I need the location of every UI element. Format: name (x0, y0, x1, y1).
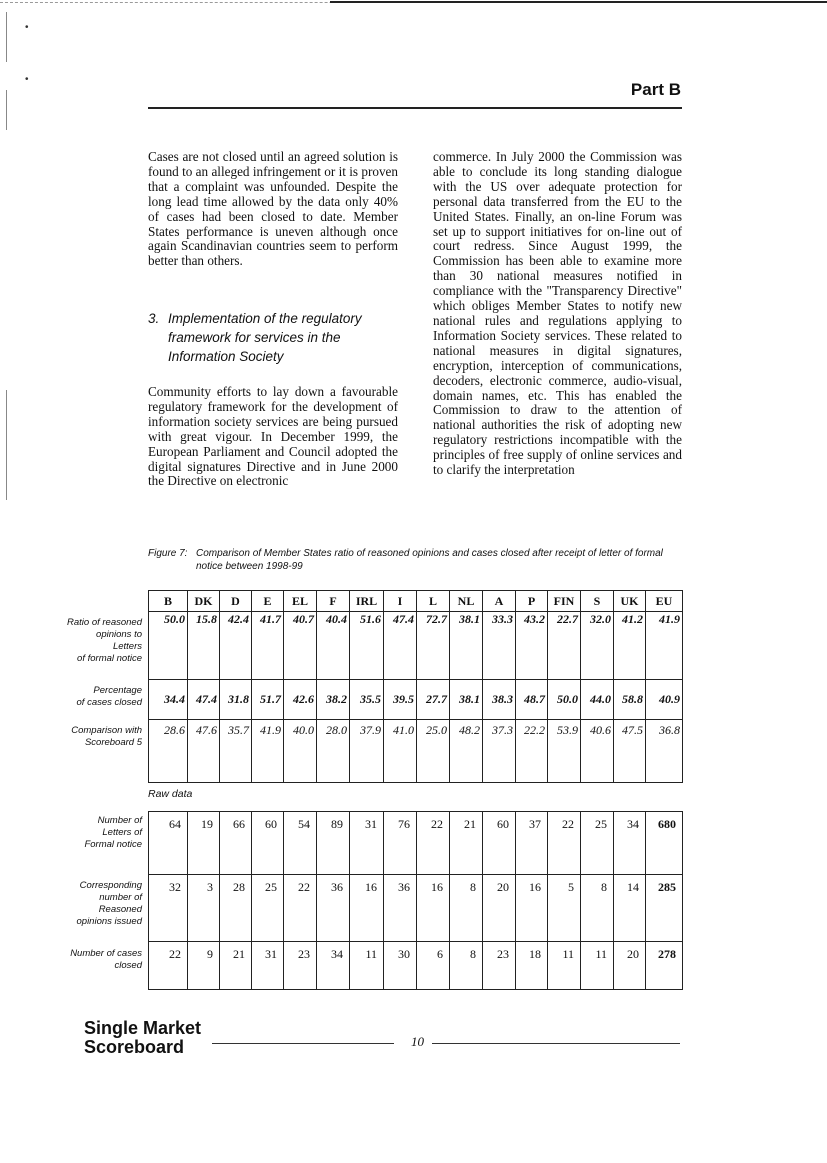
header-row (149, 591, 683, 612)
footer-rule-left (212, 1043, 394, 1044)
table-cell: 5 (548, 875, 581, 942)
table-cell: 47.6 (188, 720, 220, 783)
column-header: B (149, 591, 188, 612)
table-cell: 3 (188, 875, 220, 942)
table-cell: 40.9 (646, 680, 683, 720)
table-cell: 66 (220, 812, 252, 875)
column-header: EL (284, 591, 317, 612)
table-row (149, 942, 683, 990)
row-label-line: Number of cases (70, 948, 142, 959)
row-label-line: Letters of (102, 827, 142, 838)
table-cell: 15.8 (188, 612, 220, 680)
table-cell: 22 (417, 812, 450, 875)
row-label-letters (66, 815, 142, 851)
table-cell: 31 (252, 942, 284, 990)
table-cell: 72.7 (417, 612, 450, 680)
table-cell: 31 (350, 812, 384, 875)
table-cell: 44.0 (581, 680, 614, 720)
heading-number: 3. (148, 311, 160, 326)
table-cell: 25.0 (417, 720, 450, 783)
table-cell: 22 (149, 942, 188, 990)
table-cell: 21 (220, 942, 252, 990)
column-header: S (581, 591, 614, 612)
right-column (433, 150, 682, 478)
row-label-reasoned-opinions (66, 880, 142, 928)
row-label-line: Comparison with (71, 725, 142, 736)
footer-title-line-2: Scoreboard (84, 1037, 185, 1057)
right-paragraph: commerce. In July 2000 the Commission was able to conclude its long standing dialogue with the US over adequate protection for personal data transferred from the EU to the United States. Finally, an on-line Forum was set up to support initiatives for on-line out of court redress. Since August 1999, the Commission has been able to examine more than 30 national measures notified in compliance with the "Transparency Directive" which obliges Member States to notify new national rules and regulations applying to Information Society services. These related to national measures in digital signatures, encryption, interception of communications, decoders, electronic commerce, audio-visual, domain names, etc. This has enabled the Commission to draw to the attention of national authorities the risk of adopting new regulatory restrictions incompatible with the principles of free supply of online services and to clarify the interpretation (433, 149, 682, 478)
table-cell: 38.1 (450, 680, 483, 720)
table-cell: 25 (581, 812, 614, 875)
heading-line-1: Implementation of the regulatory (168, 311, 362, 326)
section-heading (148, 309, 398, 366)
row-label-line: opinions to Letters (96, 629, 142, 652)
row-label-line: closed (114, 960, 142, 971)
table-cell: 39.5 (384, 680, 417, 720)
table-row (149, 720, 683, 783)
row-label-line: Ratio of reasoned (67, 617, 142, 628)
table-cell: 38.3 (483, 680, 516, 720)
table-cell: 20 (483, 875, 516, 942)
column-header: D (220, 591, 252, 612)
table-cell: 680 (646, 812, 683, 875)
table-cell: 40.7 (284, 612, 317, 680)
row-label-line: Formal notice (84, 839, 142, 850)
table-cell: 41.0 (384, 720, 417, 783)
table-cell: 36 (384, 875, 417, 942)
caption-line-1: Comparison of Member States ratio of reasoned opinions and cases closed after receipt of letter of formal (196, 548, 663, 559)
row-label-comparison (66, 725, 142, 749)
table-cell: 60 (483, 812, 516, 875)
table-cell: 47.4 (384, 612, 417, 680)
left-paragraph-1: Cases are not closed until an agreed solution is found to an alleged infringement or it is proven that a complaint was unfounded. Despite the long lead time allowed by the data only 40% of cases had been closed to date. Member States performance is uneven although once again Scandinavian countries seem to perform better than others. (148, 149, 398, 269)
table-cell: 35.7 (220, 720, 252, 783)
table-cell: 60 (252, 812, 284, 875)
footer-title-line-1: Single Market (84, 1018, 202, 1038)
table-cell: 22 (548, 812, 581, 875)
table-cell: 19 (188, 812, 220, 875)
column-header: F (317, 591, 350, 612)
table-cell: 16 (350, 875, 384, 942)
row-label-ratio (66, 617, 142, 665)
header-rule (148, 107, 682, 109)
table-cell: 33.3 (483, 612, 516, 680)
row-label-line: of cases closed (76, 697, 142, 708)
row-label-line: Reasoned (98, 904, 142, 915)
table-cell: 35.5 (350, 680, 384, 720)
ratio-table (148, 590, 683, 783)
table-cell: 28.6 (149, 720, 188, 783)
scan-left-mark (6, 12, 7, 62)
table-cell: 38.2 (317, 680, 350, 720)
table-cell: 16 (516, 875, 548, 942)
table-cell: 8 (581, 875, 614, 942)
table-cell: 8 (450, 875, 483, 942)
row-label-line: Number of (97, 815, 142, 826)
table-cell: 278 (646, 942, 683, 990)
table-cell: 25 (252, 875, 284, 942)
page-number: 10 (411, 1034, 424, 1049)
column-header: E (252, 591, 284, 612)
table-cell: 36.8 (646, 720, 683, 783)
table-cell: 9 (188, 942, 220, 990)
table-cell: 43.2 (516, 612, 548, 680)
heading-line-3: Information Society (168, 349, 284, 364)
left-column-lower (148, 385, 398, 489)
row-label-line: Corresponding (79, 880, 142, 891)
table-cell: 11 (350, 942, 384, 990)
row-label-line: Percentage (93, 685, 142, 696)
table-cell: 31.8 (220, 680, 252, 720)
row-label-line: number of (99, 892, 142, 903)
table-cell: 64 (149, 812, 188, 875)
table-cell: 41.9 (252, 720, 284, 783)
scan-speck: • (25, 22, 29, 33)
table-cell: 41.2 (614, 612, 646, 680)
section-header: Part B (630, 80, 681, 99)
table-cell: 40.6 (581, 720, 614, 783)
table-cell: 42.6 (284, 680, 317, 720)
table-cell: 50.0 (149, 612, 188, 680)
row-label-line: Scoreboard 5 (84, 737, 142, 748)
raw-data-label: Raw data (148, 788, 193, 800)
table-row (149, 680, 683, 720)
table-cell: 22 (284, 875, 317, 942)
table-cell: 76 (384, 812, 417, 875)
table-cell: 23 (284, 942, 317, 990)
table-cell: 22.7 (548, 612, 581, 680)
table-cell: 41.9 (646, 612, 683, 680)
table-row (149, 812, 683, 875)
row-label-cases-closed (66, 948, 142, 972)
table-cell: 37 (516, 812, 548, 875)
table-cell: 37.9 (350, 720, 384, 783)
row-label-percentage (66, 685, 142, 709)
table-cell: 40.0 (284, 720, 317, 783)
scan-left-mark (6, 390, 7, 500)
table-cell: 20 (614, 942, 646, 990)
table-cell: 11 (581, 942, 614, 990)
column-header: UK (614, 591, 646, 612)
table-cell: 47.4 (188, 680, 220, 720)
table-cell: 38.1 (450, 612, 483, 680)
table-cell: 27.7 (417, 680, 450, 720)
table-cell: 54 (284, 812, 317, 875)
table-cell: 48.7 (516, 680, 548, 720)
scan-left-mark (6, 90, 7, 130)
table-cell: 89 (317, 812, 350, 875)
table-cell: 32 (149, 875, 188, 942)
table-cell: 8 (450, 942, 483, 990)
table-cell: 34 (614, 812, 646, 875)
table-cell: 6 (417, 942, 450, 990)
table-row (149, 612, 683, 680)
table-cell: 51.6 (350, 612, 384, 680)
table-cell: 32.0 (581, 612, 614, 680)
table-cell: 22.2 (516, 720, 548, 783)
table-cell: 28.0 (317, 720, 350, 783)
table-cell: 28 (220, 875, 252, 942)
table-cell: 48.2 (450, 720, 483, 783)
left-column (148, 150, 398, 269)
table-cell: 50.0 (548, 680, 581, 720)
table-cell: 36 (317, 875, 350, 942)
table-cell: 40.4 (317, 612, 350, 680)
table-cell: 42.4 (220, 612, 252, 680)
table-cell: 23 (483, 942, 516, 990)
footer-rule-right (432, 1043, 680, 1044)
figure-label: Figure 7: (148, 548, 188, 559)
table-cell: 285 (646, 875, 683, 942)
column-header: IRL (350, 591, 384, 612)
column-header: A (483, 591, 516, 612)
table-row (149, 875, 683, 942)
table-cell: 51.7 (252, 680, 284, 720)
figure-caption (148, 547, 688, 573)
table-cell: 41.7 (252, 612, 284, 680)
table-cell: 30 (384, 942, 417, 990)
column-header: L (417, 591, 450, 612)
row-label-line: of formal notice (77, 653, 142, 664)
row-label-line: opinions issued (76, 916, 142, 927)
scan-top-edge (330, 1, 827, 3)
scan-speck: • (25, 74, 29, 85)
table-cell: 14 (614, 875, 646, 942)
column-header: I (384, 591, 417, 612)
table-cell: 11 (548, 942, 581, 990)
column-header: EU (646, 591, 683, 612)
footer-title (84, 1019, 201, 1057)
heading-line-2: framework for services in the (168, 330, 341, 345)
table-cell: 47.5 (614, 720, 646, 783)
column-header: FIN (548, 591, 581, 612)
table-cell: 58.8 (614, 680, 646, 720)
table-cell: 37.3 (483, 720, 516, 783)
column-header: DK (188, 591, 220, 612)
column-header: NL (450, 591, 483, 612)
table-cell: 18 (516, 942, 548, 990)
raw-data-table (148, 811, 683, 990)
table-cell: 53.9 (548, 720, 581, 783)
table-cell: 34 (317, 942, 350, 990)
table-cell: 16 (417, 875, 450, 942)
table-cell: 34.4 (149, 680, 188, 720)
caption-line-2: notice between 1998-99 (196, 561, 303, 572)
column-header: P (516, 591, 548, 612)
table-cell: 21 (450, 812, 483, 875)
left-paragraph-2: Community efforts to lay down a favourable regulatory framework for the development of information society services are being pursued with great vigour. In December 1999, the European Parliament and Council adopted the digital signatures Directive and in June 2000 the Directive on electronic (148, 384, 398, 489)
